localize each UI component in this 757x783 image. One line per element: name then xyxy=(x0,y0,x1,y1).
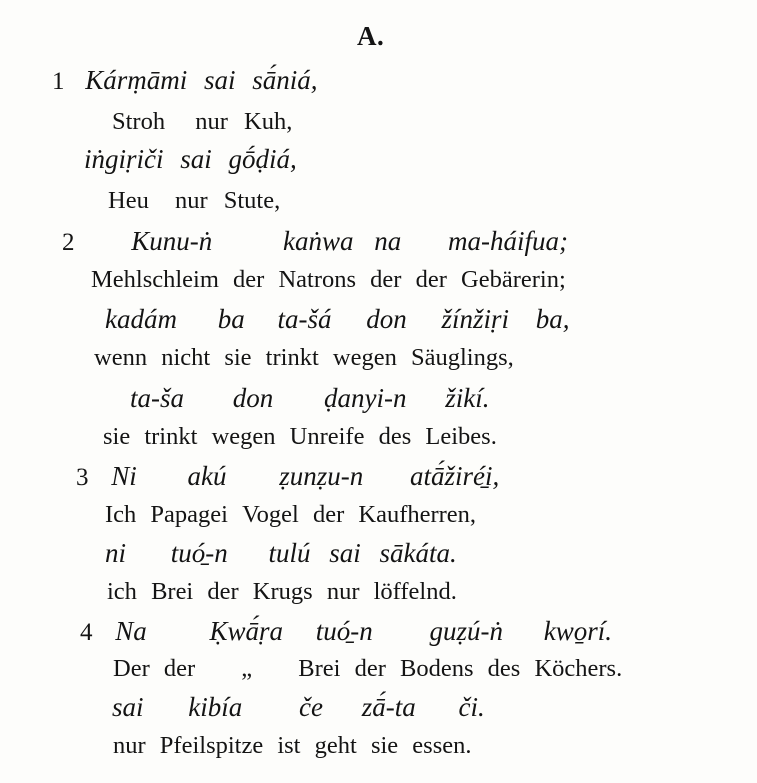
translation-word: Der xyxy=(113,655,150,682)
source-word: sākáta. xyxy=(379,538,457,568)
source-word: tuó̱-n xyxy=(170,538,228,568)
translation-word: geht xyxy=(314,732,357,759)
source-word: don xyxy=(366,304,407,334)
source-word: tuó̱-n xyxy=(315,616,373,646)
verse-4-source-line-2 xyxy=(112,694,485,721)
translation-word: löffelnd. xyxy=(373,578,457,605)
source-word: kadám xyxy=(105,304,177,334)
translation-word: Mehlschleim xyxy=(91,266,219,293)
translation-word: nur xyxy=(195,108,228,135)
translation-word: nur xyxy=(174,187,208,214)
source-word: don xyxy=(232,383,274,413)
translation-word: des xyxy=(487,655,521,682)
translation-word: nur xyxy=(113,732,146,759)
translation-word: Krugs xyxy=(252,578,313,605)
translation-word: Kaufherren, xyxy=(358,501,477,528)
translation-word: Pfeilspitze xyxy=(159,732,264,759)
source-word: zā́-ta xyxy=(361,692,416,722)
source-word: Kárṃāmi xyxy=(85,65,188,95)
verse-number: 2 xyxy=(62,229,75,256)
translation-word: Säuglings, xyxy=(410,344,514,371)
verse-2-source-line-1 xyxy=(62,228,568,255)
translation-word: Kuh, xyxy=(244,108,293,135)
translation-word: Natrons xyxy=(278,266,357,293)
verse-3-translation-line-2 xyxy=(107,580,457,605)
translation-word: des xyxy=(378,423,412,450)
translation-word: ist xyxy=(277,732,301,759)
translation-word: der xyxy=(312,501,345,528)
verse-1-source-line-2 xyxy=(84,146,297,173)
source-word: Kunu-ṅ xyxy=(131,226,213,256)
translation-word: ich xyxy=(107,578,137,605)
verse-3-source-line-2 xyxy=(105,540,457,567)
translation-word: nur xyxy=(326,578,360,605)
verse-number: 4 xyxy=(80,619,93,646)
translation-word: nicht xyxy=(161,344,211,371)
translation-word: der xyxy=(370,266,402,293)
verse-2-source-line-2 xyxy=(105,306,570,333)
verse-1-translation-line-2 xyxy=(108,189,280,214)
translation-word: sie xyxy=(103,423,131,450)
source-word: ma-háifua; xyxy=(448,226,568,256)
source-word: kibía xyxy=(188,692,243,722)
source-word: kaṅwa xyxy=(283,226,354,256)
source-word: tulú xyxy=(268,538,311,568)
verse-1-source-line-1 xyxy=(52,67,318,94)
translation-word: wegen xyxy=(332,344,397,371)
source-word: sā́niá, xyxy=(252,65,318,95)
verse-2-translation-line-1 xyxy=(91,268,566,293)
verse-3-translation-line-1 xyxy=(105,503,476,528)
verse-number: 3 xyxy=(76,464,89,491)
source-word: sai xyxy=(204,65,236,95)
source-word: guẓú-ṅ xyxy=(429,616,504,646)
source-word: na xyxy=(374,226,402,256)
translation-word: Brei xyxy=(151,578,194,605)
translation-word: Vogel xyxy=(242,501,299,528)
source-word: sai xyxy=(112,692,144,722)
translation-word: Leibes. xyxy=(425,423,497,450)
translation-word: wegen xyxy=(211,423,276,450)
verse-number: 1 xyxy=(52,68,65,95)
source-word: ni xyxy=(105,538,127,568)
source-word: ba xyxy=(217,304,245,334)
translation-word: der xyxy=(415,266,447,293)
source-word: žikí. xyxy=(445,383,490,413)
source-word: iṅgiṛiči xyxy=(84,144,164,174)
source-word: akú xyxy=(187,461,227,491)
source-word: Ni xyxy=(111,461,137,491)
source-word: ta-šá xyxy=(277,304,332,334)
translation-word: Ich xyxy=(105,501,137,528)
verse-1-translation-line-1 xyxy=(112,110,292,135)
verse-4-source-line-1 xyxy=(80,618,612,645)
source-word: Na xyxy=(115,616,147,646)
verse-4-translation-line-2 xyxy=(113,734,471,759)
translation-word: trinkt xyxy=(144,423,198,450)
translation-word: Bodens xyxy=(400,655,474,682)
translation-word: sie xyxy=(224,344,252,371)
source-word: če xyxy=(299,692,323,722)
verse-4-translation-line-1 xyxy=(113,657,622,682)
translation-word: sie xyxy=(370,732,399,759)
translation-word: der xyxy=(233,266,265,293)
translation-word: der xyxy=(354,655,386,682)
translation-word: Stute, xyxy=(223,187,281,214)
source-word: Ḳwā́ṛa xyxy=(209,616,284,646)
source-word: či. xyxy=(458,692,485,722)
verse-2-translation-line-2 xyxy=(94,346,514,371)
source-word: ḍanyi-n xyxy=(324,383,407,413)
verse-2-translation-line-3 xyxy=(103,425,497,450)
section-heading: A. xyxy=(357,21,385,51)
verse-2-source-line-3 xyxy=(130,385,489,412)
source-word: sai xyxy=(180,144,212,174)
translation-word: der xyxy=(163,655,196,682)
translation-word: Gebärerin; xyxy=(461,266,566,293)
source-word: žínžiṛi xyxy=(441,304,510,334)
source-word: atā́žiré̱i, xyxy=(410,461,500,491)
source-word: kwo̱rí. xyxy=(543,616,613,646)
source-word: ẓunẓu-n xyxy=(279,461,364,491)
source-word: ta-ša xyxy=(130,383,184,413)
translation-word: der xyxy=(207,578,239,605)
translation-word: Stroh xyxy=(112,108,166,135)
translation-word: „ xyxy=(241,655,253,682)
verse-3-source-line-1 xyxy=(76,463,499,490)
source-word: sai xyxy=(329,538,361,568)
translation-word: trinkt xyxy=(265,344,319,371)
source-word: gṓḍiá, xyxy=(228,144,297,174)
translation-word: Brei xyxy=(298,655,341,682)
translation-word: Unreife xyxy=(289,423,365,450)
translation-word: essen. xyxy=(412,732,472,759)
translation-word: wenn xyxy=(94,344,148,371)
translation-word: Heu xyxy=(108,187,149,214)
translation-word: Köchers. xyxy=(534,655,623,682)
source-word: ba, xyxy=(535,304,570,334)
translation-word: Papagei xyxy=(150,501,228,528)
